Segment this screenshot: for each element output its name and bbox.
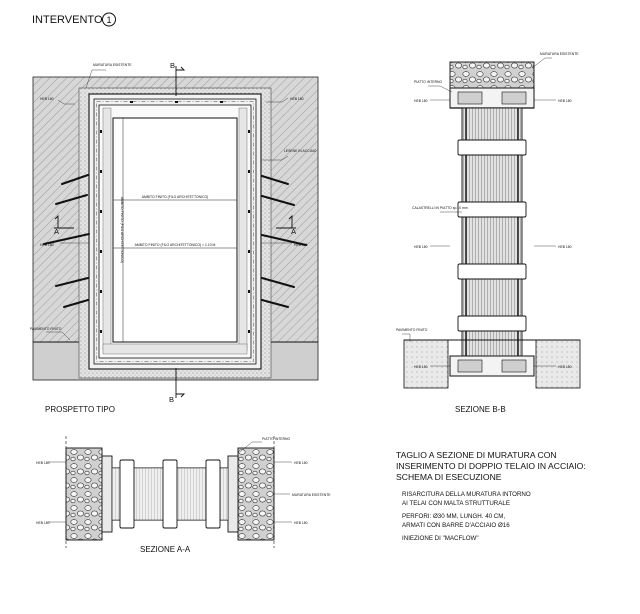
floor-right (536, 340, 580, 388)
label-pavimento-prospetto: PAVIMENTO FINITO (30, 327, 62, 331)
label-heb-top-right: HEB 180 (290, 97, 304, 101)
sezione-b-view (396, 52, 580, 414)
dim-label-opening-width-2: AMBITO FINITO (FILO ARCHITETTONICO) = 1.10 M (134, 243, 216, 247)
wall-top-stones (450, 62, 534, 88)
prospetto-view (30, 61, 318, 414)
label-b-calastrelli: CALASTRELLI IN PIATTO sp.10 mm (412, 206, 468, 210)
section-mark-a-left: A (54, 227, 60, 236)
label-a-muratura: MURATURA ESISTENTE (292, 493, 331, 497)
notes-item-4: ARMATI CON BARRE D'ACCIAIO Ø16 (402, 522, 510, 529)
left-jamb-profile (102, 456, 112, 532)
notes-block (396, 450, 586, 542)
section-mark-a-right: A (291, 227, 297, 236)
top-beam-right-profile (502, 92, 526, 104)
label-a-heb-right-bottom: HEB 180 (294, 521, 308, 525)
label-a-heb-left-bottom: HEB 180 (36, 521, 50, 525)
section-mark-b-bottom: B (169, 395, 175, 404)
wall-right-stones (238, 448, 274, 540)
label-a-heb-left-top: HEB 180 (36, 461, 50, 465)
label-heb-left: HEB 180 (40, 243, 54, 247)
label-b-heb-bottom: HEB 180 (414, 365, 428, 369)
top-beam-left-profile (458, 92, 482, 104)
left-jamb (103, 108, 111, 350)
wall-left-stones (66, 448, 102, 540)
sezione-a-view (36, 436, 331, 554)
label-b-piatto: PIATTO INTERNO (414, 80, 443, 84)
notes-title-line-2: INSERIMENTO DI DOPPIO TELAIO IN ACCIAIO: (396, 461, 586, 471)
notes-title-line-1: TAGLIO A SEZIONE DI MURATURA CON (396, 450, 557, 460)
opening (113, 118, 237, 342)
notes-item-2: AI TELAI CON MALTA STRUTTURALE (402, 500, 510, 507)
header-title: INTERVENTO (32, 14, 103, 26)
floor-left (404, 340, 448, 388)
label-b-heb-mid: HEB 180 (414, 245, 428, 249)
threshold (103, 344, 247, 354)
label-b-heb-bottom-right: HEB 180 (558, 365, 572, 369)
dim-label-opening-height: AMBITO FINITO (FILO ARCHITETTONICO) (120, 196, 124, 264)
label-lesene: LESENE IN ACCIAIO (284, 149, 317, 153)
label-heb-top-left: HEB 180 (40, 97, 54, 101)
header-badge: 1 (106, 15, 112, 25)
notes-item-5: INIEZIONE DI "MACFLOW" (402, 535, 479, 542)
label-muratura-esistente: MURATURA ESISTENTE (93, 63, 132, 67)
label-b-heb-right-mid: HEB 180 (558, 245, 572, 249)
label-b-pavimento: PAVIMENTO FINITO (396, 328, 428, 332)
dim-label-opening-width: AMBITO FINITO (FILO ARCHITETTONICO) (141, 195, 209, 199)
right-jamb (239, 108, 247, 350)
label-b-heb-top-right: HEB 180 (558, 99, 572, 103)
label-heb-right: HEB 180 (294, 243, 308, 247)
label-a-piatto: PIATTO INTERNO (262, 437, 291, 441)
right-jamb-profile (228, 456, 238, 532)
notes-title-line-3: SCHEMA DI ESECUZIONE (396, 472, 502, 482)
caption-sezione-a: SEZIONE A-A (140, 545, 191, 554)
label-b-muratura: MURATURA ESISTENTE (540, 52, 579, 56)
caption-prospetto: PROSPETTO TIPO (45, 405, 115, 414)
header (32, 13, 116, 26)
label-a-heb-right-top: HEB 180 (294, 461, 308, 465)
caption-sezione-b: SEZIONE B-B (455, 405, 506, 414)
notes-item-1: RISARCITURA DELLA MURATURA INTORNO (402, 491, 531, 498)
label-b-heb-top: HEB 180 (414, 99, 428, 103)
notes-item-3: PERFORI: Ø30 MM, LUNGH. 40 CM, (402, 513, 506, 520)
section-mark-b-top: B (170, 61, 176, 70)
